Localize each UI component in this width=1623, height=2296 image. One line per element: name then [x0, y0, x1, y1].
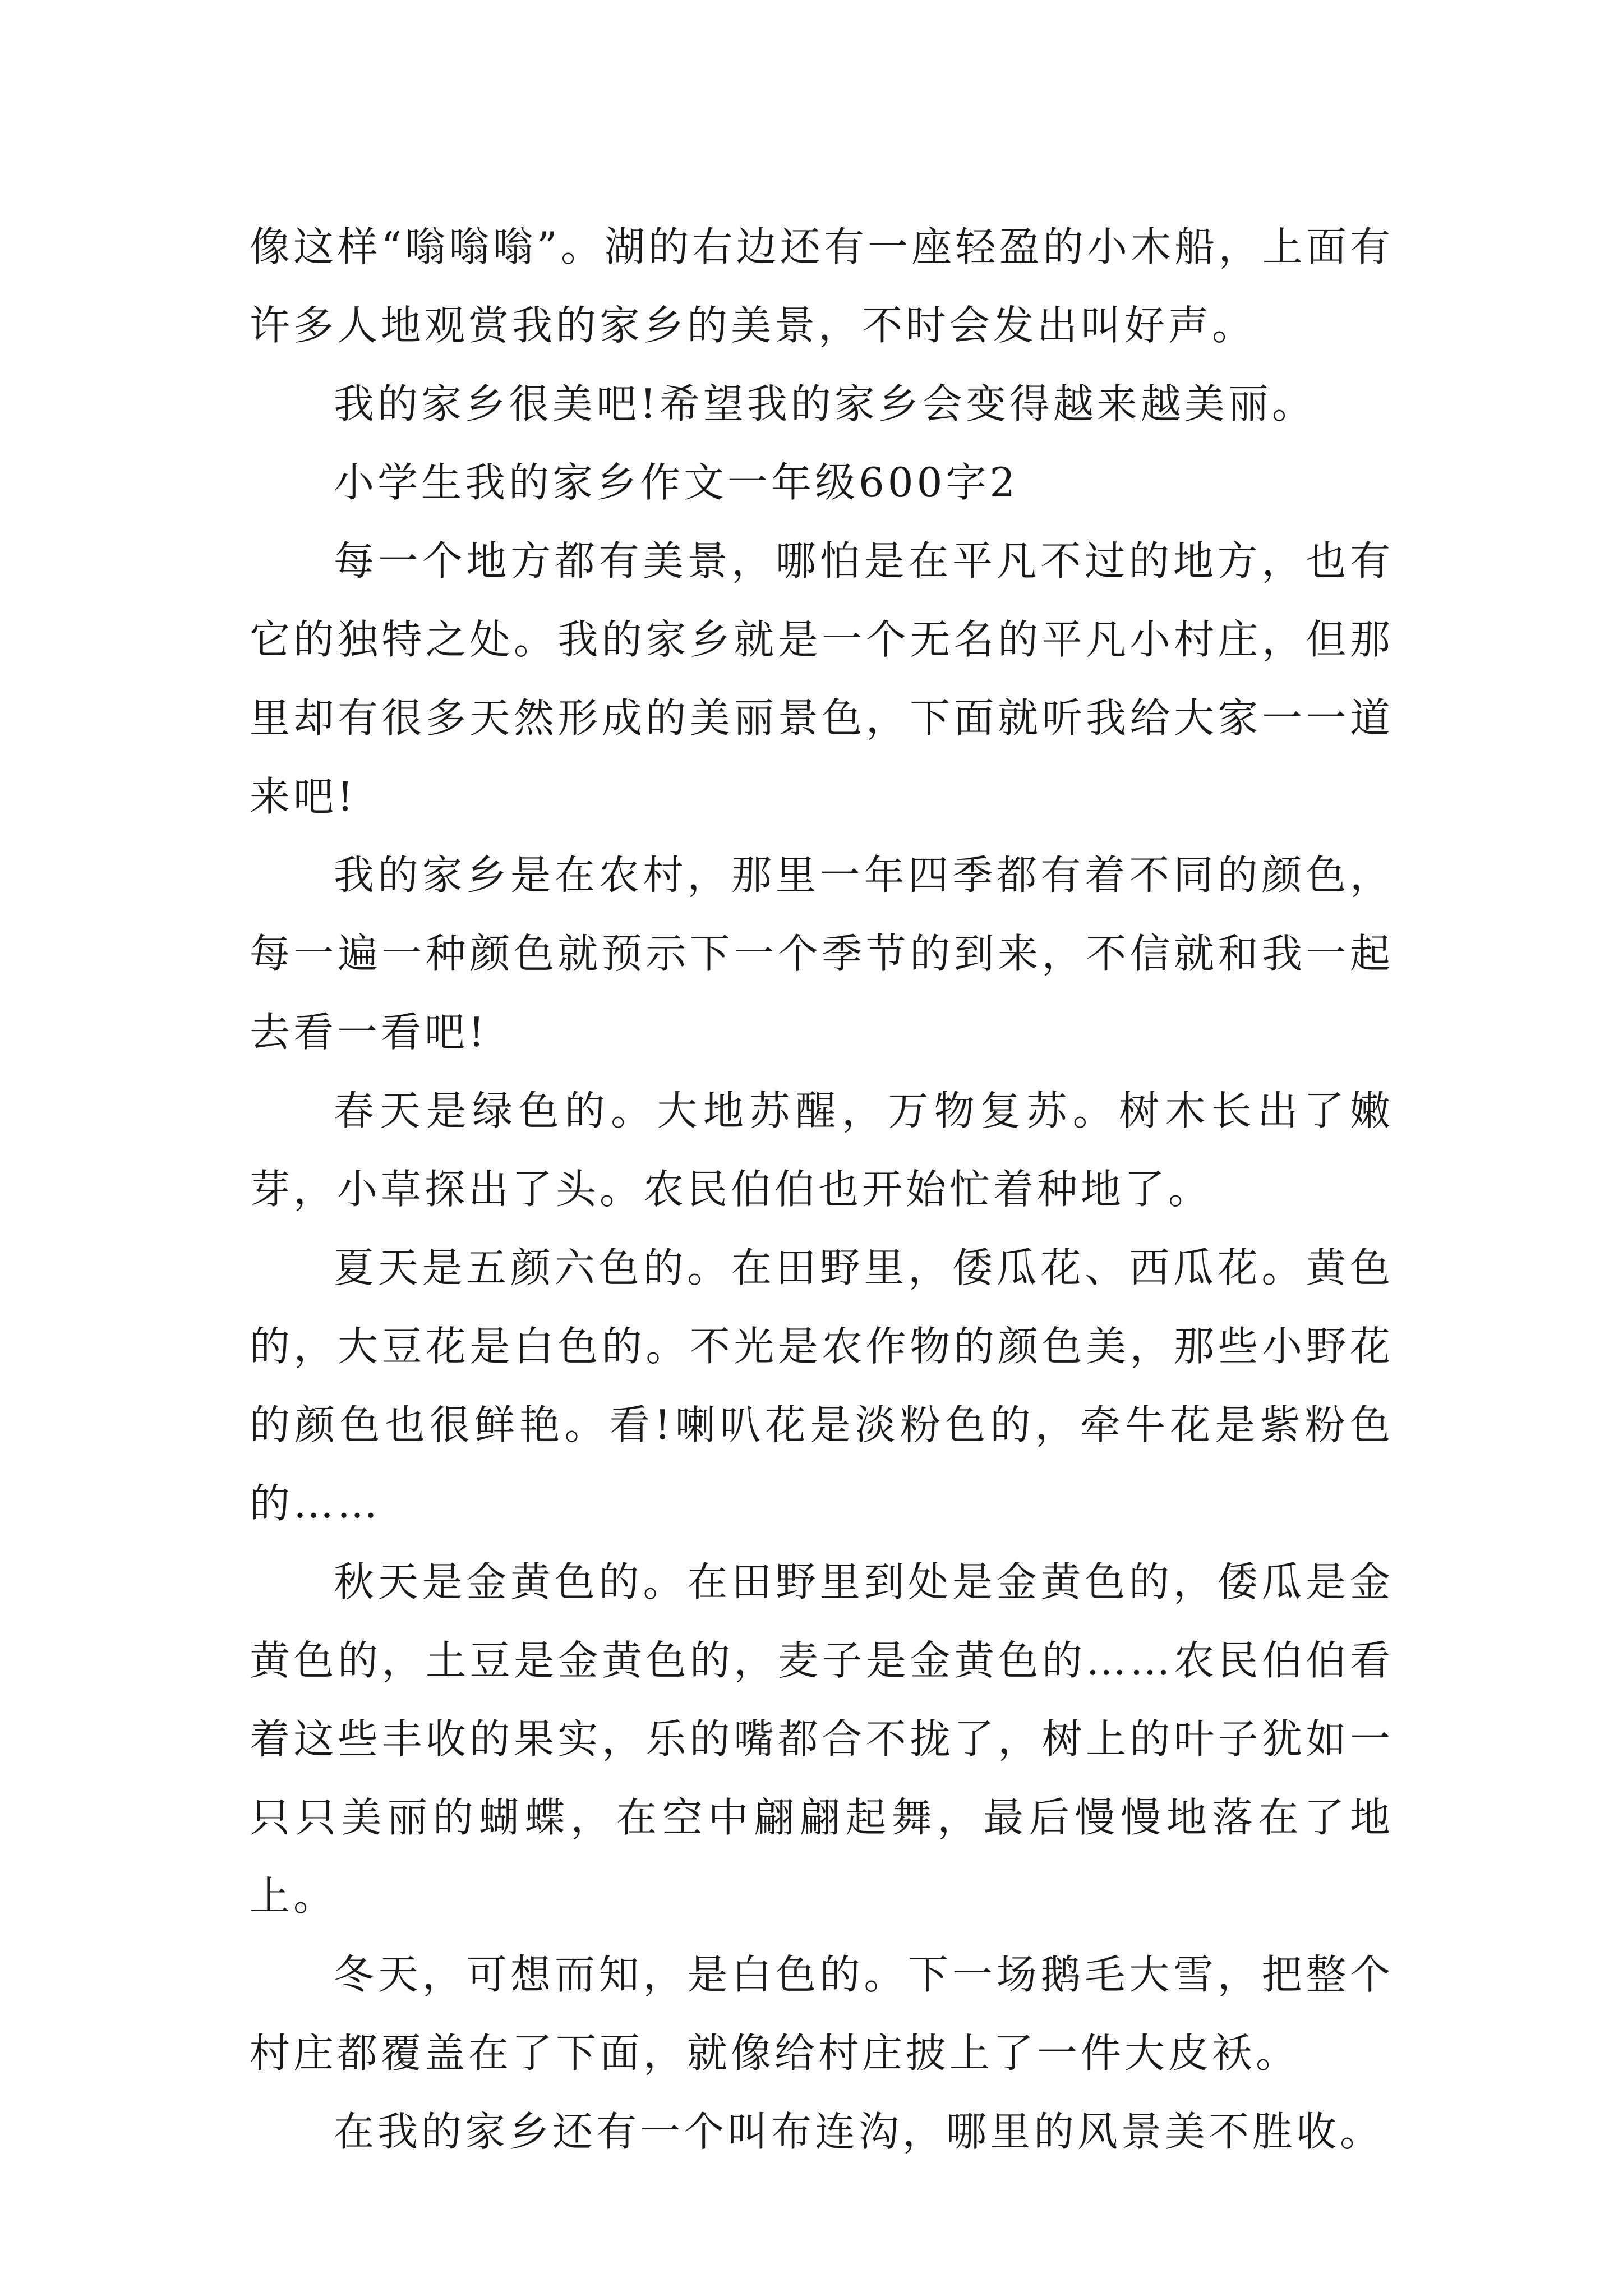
paragraph: 秋天是金黄色的。在田野里到处是金黄色的，倭瓜是金黄色的，土豆是金黄色的，麦子是金黄色的……农民伯伯看着这些丰收的果实，乐的嘴都合不拢了，树上的叶子犹如一只只美丽的蝴蝶，在空中翩翩起舞，最后慢慢地落在了地上。: [250, 1558, 1394, 1920]
paragraph: 冬天，可想而知，是白色的。下一场鹅毛大雪，把整个村庄都覆盖在了下面，就像给村庄披上了一件大皮袄。: [250, 1951, 1394, 2077]
paragraph: 在我的家乡还有一个叫布连沟，哪里的风景美不胜收。: [334, 2108, 1384, 2155]
paragraph: 我的家乡是在农村，那里一年四季都有着不同的颜色，每一遍一种颜色就预示下一个季节的到来，不信就和我一起去看一看吧!: [250, 852, 1394, 1056]
body-text: [250, 208, 1394, 2171]
section-heading: 小学生我的家乡作文一年级600字2: [334, 459, 1019, 506]
paragraph: 春天是绿色的。大地苏醒，万物复苏。树木长出了嫩芽，小草探出了头。农民伯伯也开始忙着种地了。: [250, 1087, 1394, 1213]
paragraph: 像这样“嗡嗡嗡”。湖的右边还有一座轻盈的小木船，上面有许多人地观赏我的家乡的美景，不时会发出叫好声。: [250, 223, 1394, 349]
paragraph: 我的家乡很美吧!希望我的家乡会变得越来越美丽。: [334, 380, 1316, 427]
paragraph: 每一个地方都有美景，哪怕是在平凡不过的地方，也有它的独特之处。我的家乡就是一个无名的平凡小村庄，但那里却有很多天然形成的美丽景色，下面就听我给大家一一道来吧!: [250, 537, 1394, 820]
paragraph: 夏天是五颜六色的。在田野里，倭瓜花、西瓜花。黄色的，大豆花是白色的。不光是农作物的颜色美，那些小野花的颜色也很鲜艳。看!喇叭花是淡粉色的，牵牛花是紫粉色的……: [250, 1244, 1394, 1527]
